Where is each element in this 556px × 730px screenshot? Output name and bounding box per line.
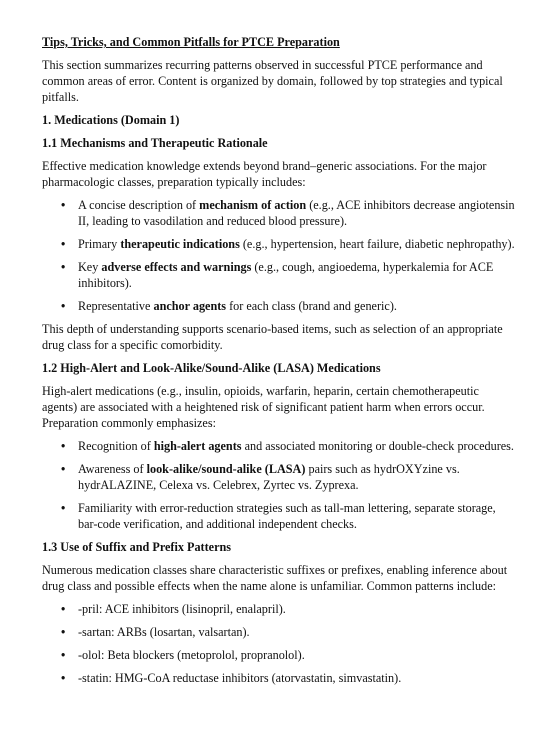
list-item: • -pril: ACE inhibitors (lisinopril, enalapril). — [78, 601, 516, 617]
section-heading-1-1: 1.1 Mechanisms and Therapeutic Rationale — [42, 136, 268, 150]
list-item: • -statin: HMG-CoA reductase inhibitors (atorvastatin, simvastatin). — [78, 670, 516, 686]
section-1-2-lead: High-alert medications (e.g., insulin, opioids, warfarin, heparin, certain chemotherapeutic agents) are associated with a heightened risk of significant patient harm when errors occur. Preparation commonly emphasizes: — [42, 384, 485, 430]
section-heading-1-3: 1.3 Use of Suffix and Prefix Patterns — [42, 540, 232, 554]
list-item: • Familiarity with error-reduction strategies such as tall-man lettering, separate storage, bar-code verification, and additional independent checks. — [78, 500, 516, 532]
list-item: • A concise description of mechanism of action (e.g., ACE inhibitors decrease angiotensin II, leading to vasodilation and reduced blood pressure). — [78, 197, 516, 229]
list-item: • Recognition of high-alert agents and associated monitoring or double-check procedures. — [78, 438, 516, 454]
section-heading-1-2: 1.2 High-Alert and Look-Alike/Sound-Alike (LASA) Medications — [42, 361, 381, 375]
list-item: • -sartan: ARBs (losartan, valsartan). — [78, 624, 516, 640]
intro-paragraph: This section summarizes recurring patterns observed in successful PTCE performance and common areas of error. Content is organized by domain, followed by top strategies and typical pitfalls. — [42, 58, 503, 104]
list-item: • -olol: Beta blockers (metoprolol, propranolol). — [78, 647, 516, 663]
list-item: • Primary therapeutic indications (e.g., hypertension, heart failure, diabetic nephropathy). — [78, 236, 516, 252]
list-item: • Representative anchor agents for each class (brand and generic). — [78, 298, 516, 314]
section-1-3-lead: Numerous medication classes share characteristic suffixes or prefixes, enabling inference about drug class and possible effects when the name alone is unfamiliar. Common patterns include: — [42, 563, 508, 593]
section-1-1-closing: This depth of understanding supports scenario-based items, such as selection of an appropriate drug class for a specific comorbidity. — [42, 322, 503, 352]
domain-heading: 1. Medications (Domain 1) — [42, 113, 180, 127]
document-title: Tips, Tricks, and Common Pitfalls for PTCE Preparation — [42, 35, 340, 49]
section-1-3-list — [42, 601, 516, 686]
list-item: • Awareness of look-alike/sound-alike (LASA) pairs such as hydrOXYzine vs. hydrALAZINE, Celexa vs. Celebrex, Zyrtec vs. Zyprexa. — [78, 461, 516, 493]
section-1-1-list — [42, 197, 516, 314]
section-1-2-list — [42, 438, 516, 532]
list-item: • Key adverse effects and warnings (e.g., cough, angioedema, hyperkalemia for ACE inhibitors). — [78, 259, 516, 291]
section-1-1-lead: Effective medication knowledge extends beyond brand–generic associations. For the major pharmacologic classes, preparation typically includes: — [42, 159, 487, 189]
